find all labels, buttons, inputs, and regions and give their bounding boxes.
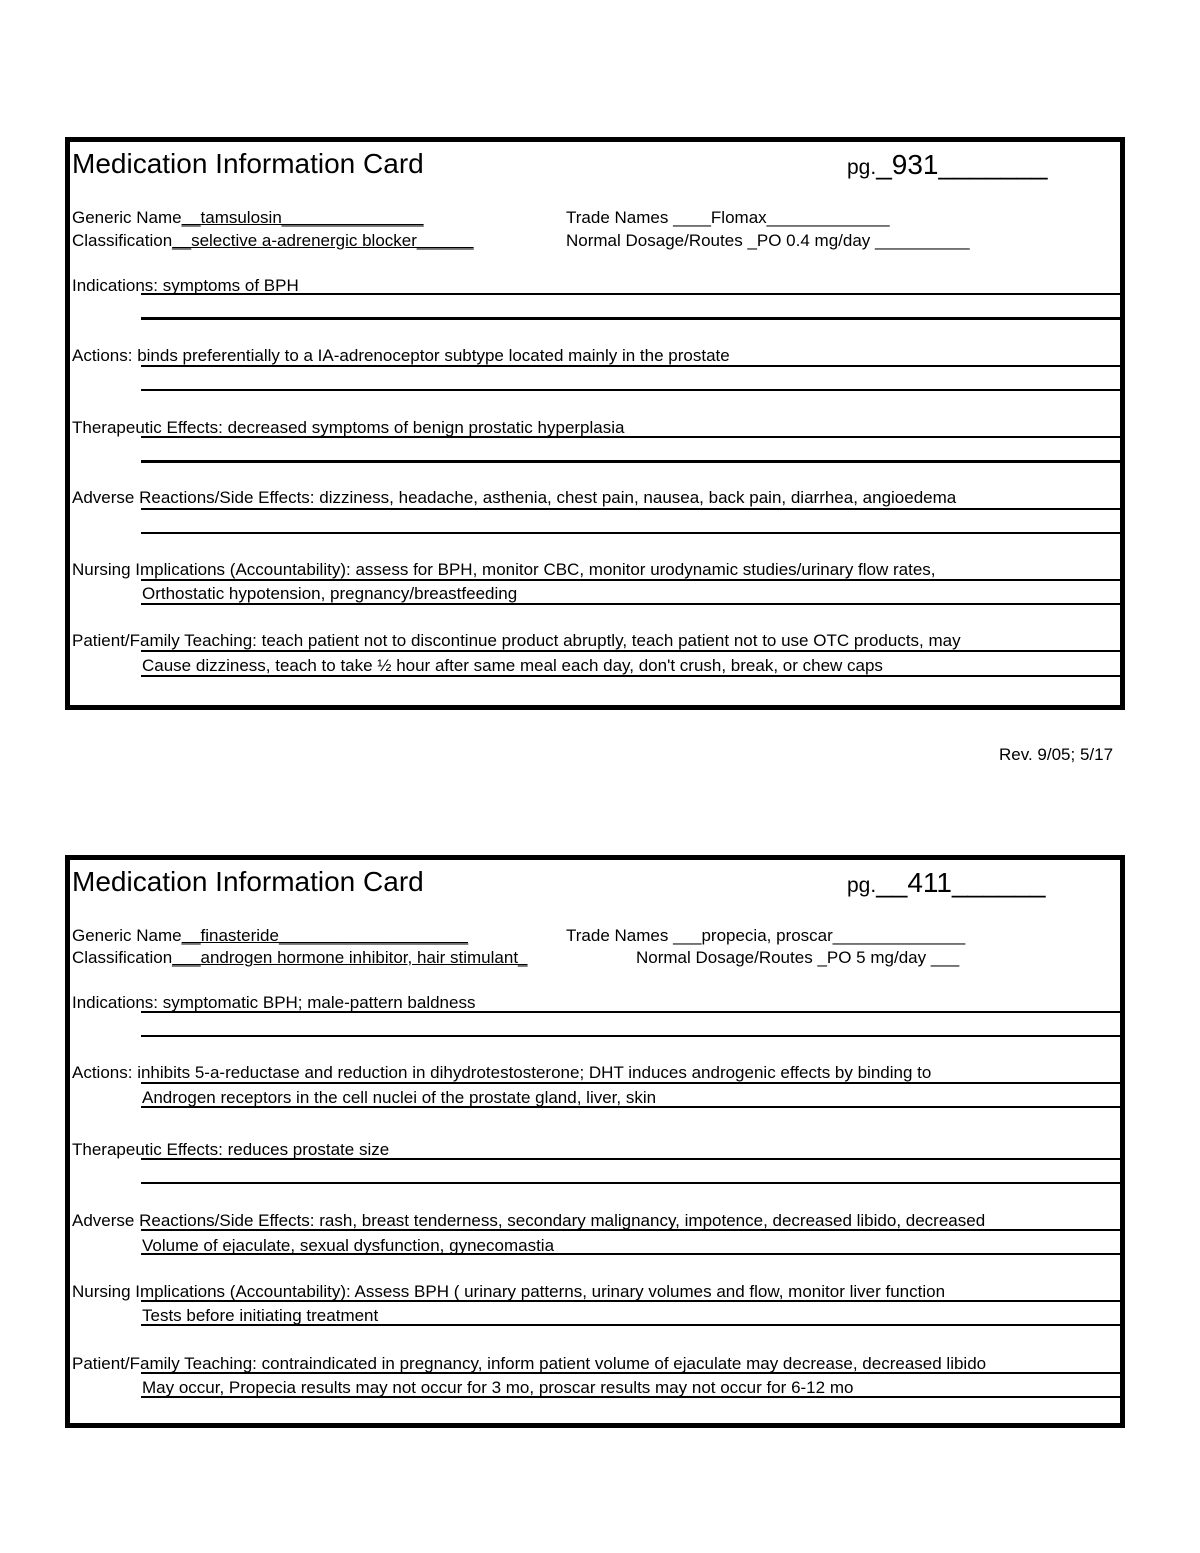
rule-line: [141, 650, 1120, 652]
rule-line: [141, 1229, 1120, 1231]
patient-teaching-line-2: Cause dizziness, teach to take ½ hour after same meal each day, don't crush, break, or chew caps: [142, 656, 883, 675]
page-label: pg.: [847, 156, 877, 179]
classification-field: [72, 231, 474, 251]
rule-line: [141, 1106, 1120, 1108]
rule-line: [141, 365, 1120, 367]
classification-label: Classification: [72, 231, 173, 250]
indications-line-1: Indications: symptomatic BPH; male-pattern baldness: [72, 993, 476, 1012]
rule-line: [141, 1082, 1120, 1084]
patient-teaching-line-2: May occur, Propecia results may not occur for 3 mo, proscar results may not occur for 6-12 mo: [142, 1378, 854, 1397]
adverse-reactions-line-2: Volume of ejaculate, sexual dysfunction, gynecomastia: [142, 1236, 555, 1255]
rule-line: [141, 1396, 1120, 1398]
page-number: _931_______: [876, 149, 1048, 180]
trade-names-field: [566, 926, 965, 946]
dosage-label: Normal Dosage/Routes: [636, 948, 813, 967]
rule-line: [141, 389, 1120, 391]
page-label: pg.: [847, 874, 877, 897]
rule-line: [141, 460, 1120, 463]
nursing-implications-line-2: Tests before initiating treatment: [142, 1306, 379, 1325]
dosage-value: _PO 0.4 mg/day __________: [747, 231, 970, 250]
trade-names-label: Trade Names: [566, 926, 669, 945]
generic-name-field: [72, 926, 468, 946]
actions-line-1: Actions: inhibits 5-a-reductase and reduction in dihydrotestosterone; DHT induces androgenic effects by binding to: [72, 1063, 932, 1082]
dosage-label: Normal Dosage/Routes: [566, 231, 743, 250]
generic-name-value: __tamsulosin_______________: [181, 208, 424, 227]
patient-teaching-line-1: Patient/Family Teaching: teach patient not to discontinue product abruptly, teach patient not to use OTC products, may: [72, 631, 961, 650]
generic-name-field: [72, 208, 424, 228]
generic-name-value: __finasteride____________________: [181, 926, 469, 945]
rule-line: [141, 1300, 1120, 1302]
rule-line: [141, 317, 1120, 320]
rule-line: [141, 532, 1120, 534]
adverse-reactions-line-1: Adverse Reactions/Side Effects: dizziness, headache, asthenia, chest pain, nausea, back pain, diarrhea, angioedema: [72, 488, 957, 507]
nursing-implications-line-1: Nursing Implications (Accountability): assess for BPH, monitor CBC, monitor urodynamic studies/urinary flow rates,: [72, 560, 936, 579]
classification-value: ___androgen hormone inhibitor, hair stimulant_: [172, 948, 528, 967]
dosage-value: _PO 5 mg/day ___: [817, 948, 960, 967]
generic-name-label: Generic Name: [72, 926, 182, 945]
indications-line-1: Indications: symptoms of BPH: [72, 276, 299, 295]
medication-card-2: [65, 855, 1125, 1428]
rule-line: [141, 436, 1120, 438]
trade-names-field: [566, 208, 890, 228]
rule-line: [141, 1324, 1120, 1326]
therapeutic-effects-line-1: Therapeutic Effects: reduces prostate size: [72, 1140, 390, 1159]
classification-label: Classification: [72, 948, 173, 967]
adverse-reactions-line-1: Adverse Reactions/Side Effects: rash, breast tenderness, secondary malignancy, impotence, decreased libido, decreased: [72, 1211, 986, 1230]
rule-line: [141, 1011, 1120, 1013]
revision-note: Rev. 9/05; 5/17: [999, 745, 1114, 764]
page-reference: [847, 150, 1048, 183]
rule-line: [141, 1035, 1120, 1037]
classification-value: __selective a-adrenergic blocker______: [172, 231, 474, 250]
nursing-implications-line-1: Nursing Implications (Accountability): Assess BPH ( urinary patterns, urinary volumes and flow, monitor liver function: [72, 1282, 946, 1301]
card-title: Medication Information Card: [72, 866, 424, 897]
rule-line: [141, 1182, 1120, 1184]
page-number: __411______: [876, 867, 1046, 898]
therapeutic-effects-line-1: Therapeutic Effects: decreased symptoms of benign prostatic hyperplasia: [72, 418, 625, 437]
nursing-implications-line-2: Orthostatic hypotension, pregnancy/breastfeeding: [142, 584, 518, 603]
rule-line: [141, 603, 1120, 605]
trade-names-value: ___propecia, proscar______________: [673, 926, 966, 945]
generic-name-label: Generic Name: [72, 208, 182, 227]
card-title: Medication Information Card: [72, 148, 424, 179]
rule-line: [141, 1253, 1120, 1255]
rule-line: [141, 1372, 1120, 1374]
dosage-field: [636, 948, 959, 968]
rule-line: [141, 675, 1120, 677]
patient-teaching-line-1: Patient/Family Teaching: contraindicated in pregnancy, inform patient volume of ejaculate may decrease, decreased libido: [72, 1354, 987, 1373]
trade-names-value: ____Flomax_____________: [673, 208, 890, 227]
medication-card-1: [65, 137, 1125, 710]
actions-line-2: Androgen receptors in the cell nuclei of the prostate gland, liver, skin: [142, 1088, 657, 1107]
rule-line: [141, 508, 1120, 510]
rule-line: [141, 293, 1120, 295]
actions-line-1: Actions: binds preferentially to a IA-adrenoceptor subtype located mainly in the prostate: [72, 346, 730, 365]
rule-line: [141, 579, 1120, 581]
classification-field: [72, 948, 528, 968]
rule-line: [141, 1158, 1120, 1160]
dosage-field: [566, 231, 970, 251]
page-reference: [847, 868, 1045, 901]
trade-names-label: Trade Names: [566, 208, 669, 227]
